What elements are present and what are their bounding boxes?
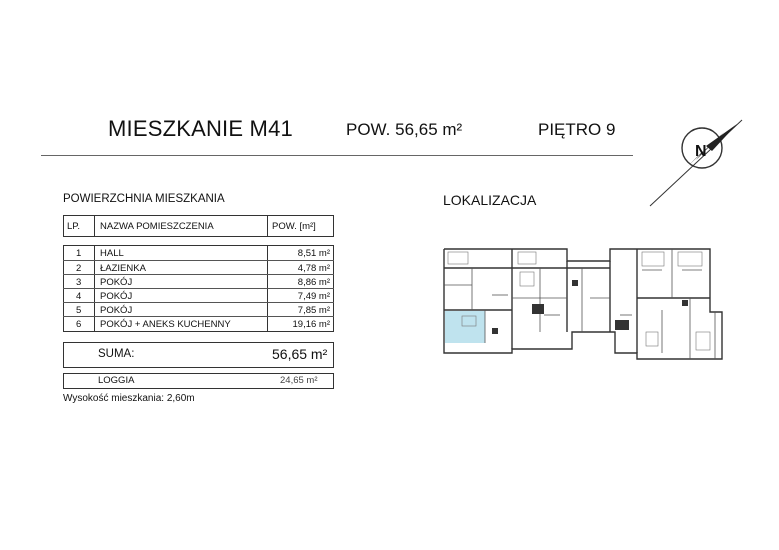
room-name: POKÓJ xyxy=(100,276,133,288)
table-row xyxy=(63,316,334,331)
room-lp: 6 xyxy=(76,318,82,330)
room-area: 8,86 m² xyxy=(297,276,330,288)
table-row xyxy=(63,260,334,275)
room-area: 7,49 m² xyxy=(297,290,330,302)
location-title: LOKALIZACJA xyxy=(443,192,537,208)
room-lp: 3 xyxy=(76,276,82,288)
height-note: Wysokość mieszkania: 2,60m xyxy=(63,393,195,404)
room-lp: 2 xyxy=(76,262,82,274)
floor-label: PIĘTRO 9 xyxy=(538,120,616,139)
room-name: POKÓJ + ANEKS KUCHENNY xyxy=(100,318,231,330)
apartment-title: MIESZKANIE M41 xyxy=(108,116,293,141)
room-name: POKÓJ xyxy=(100,290,133,302)
compass-icon xyxy=(640,118,750,210)
table-header-divider xyxy=(267,215,268,237)
sum-label: SUMA: xyxy=(98,348,135,360)
column-area: POW. [m²] xyxy=(272,221,316,232)
table-row xyxy=(63,246,334,260)
room-area: 7,85 m² xyxy=(297,304,330,316)
room-area: 19,16 m² xyxy=(292,318,330,330)
table-row xyxy=(63,302,334,317)
column-name: NAZWA POMIESZCZENIA xyxy=(100,221,214,232)
header-divider xyxy=(41,155,633,156)
room-name: HALL xyxy=(100,247,124,259)
loggia-value: 24,65 m² xyxy=(280,375,318,386)
floor-plan xyxy=(432,240,732,370)
room-area: 8,51 m² xyxy=(297,247,330,259)
north-letter: N xyxy=(695,143,707,160)
table-header-divider xyxy=(94,215,95,237)
room-lp: 4 xyxy=(76,290,82,302)
loggia-label: LOGGIA xyxy=(98,375,135,386)
room-name: ŁAZIENKA xyxy=(100,262,146,274)
apartment-area: POW. 56,65 m² xyxy=(346,120,463,139)
column-lp: LP. xyxy=(67,221,81,232)
sum-value: 56,65 m² xyxy=(272,346,328,362)
table-row xyxy=(63,274,334,289)
room-lp: 5 xyxy=(76,304,82,316)
room-lp: 1 xyxy=(76,247,82,259)
room-area: 4,78 m² xyxy=(297,262,330,274)
table-row xyxy=(63,288,334,303)
area-section-title: POWIERZCHNIA MIESZKANIA xyxy=(63,193,225,205)
room-name: POKÓJ xyxy=(100,304,133,316)
